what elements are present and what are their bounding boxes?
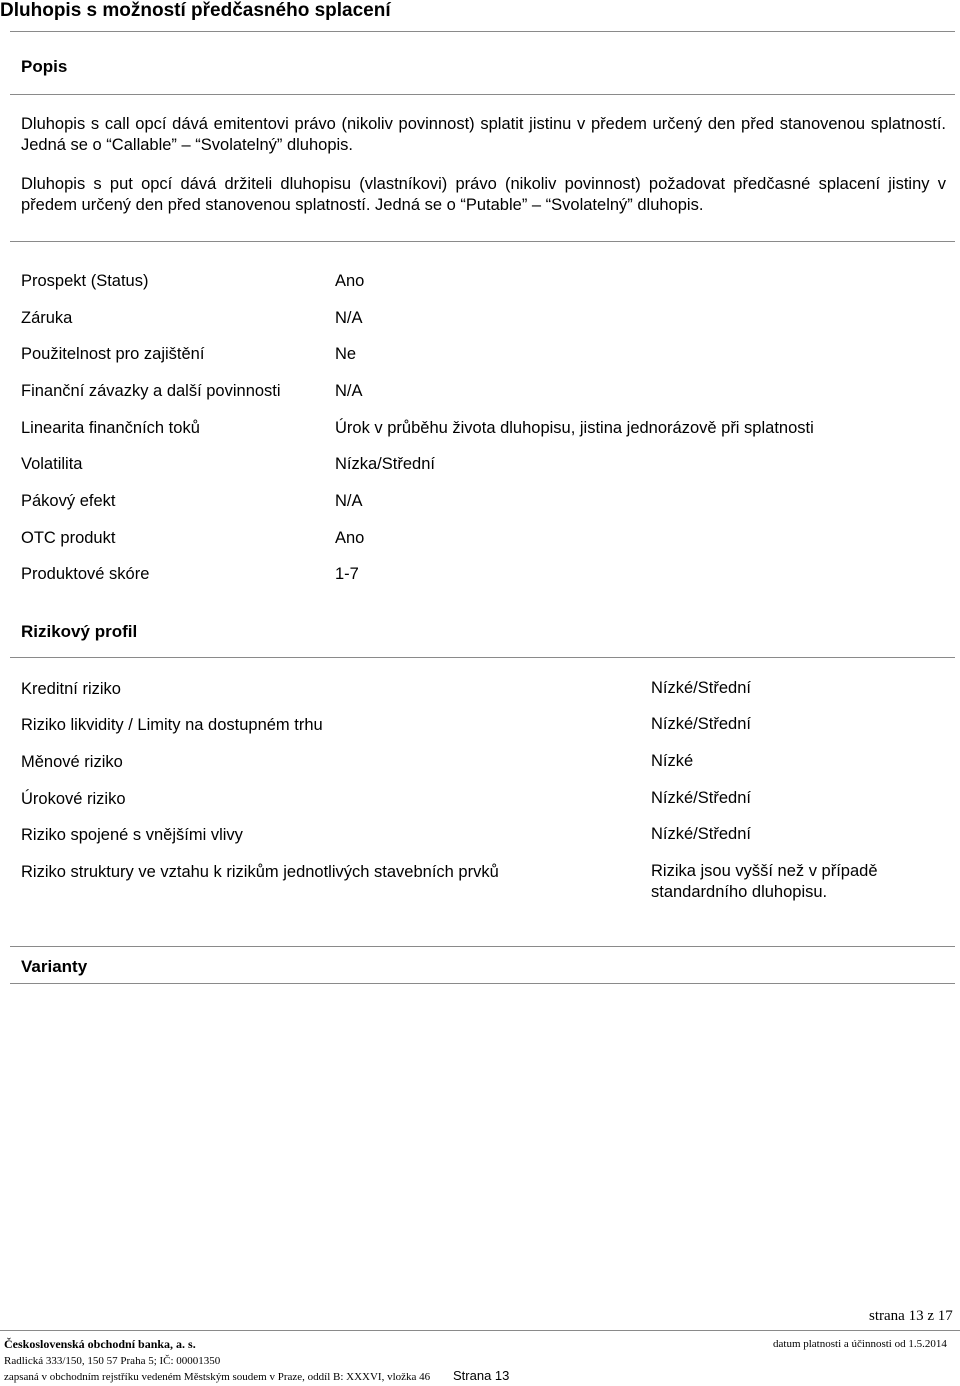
footer-address: Radlická 333/150, 150 57 Praha 5; IČ: 00001350	[4, 1355, 221, 1367]
risk-label: Kreditní riziko	[21, 680, 121, 698]
description-heading: Popis	[21, 57, 68, 76]
property-label: Produktové skóre	[21, 565, 150, 583]
property-value: N/A	[335, 309, 363, 327]
property-value: Úrok v průběhu života dluhopisu, jistina jednorázově při splatnosti	[335, 419, 814, 437]
footer-bank-name: Československá obchodní banka, a. s.	[4, 1337, 196, 1351]
risk-value: Nízké/Střední	[651, 789, 751, 807]
description-paragraph-call: Dluhopis s call opcí dává emitentovi právo (nikoliv povinnost) splatit jistinu v předem určený den před stanovenou splatností. Jedná se o “Callable” – “Svolatelný” dluhopis.	[21, 115, 946, 154]
properties-divider	[10, 241, 955, 242]
risk-profile-divider	[10, 657, 955, 658]
property-value: Nízka/Střední	[335, 455, 435, 473]
description-paragraph-put: Dluhopis s put opcí dává držiteli dluhopisu (vlastníkovi) právo (nikoliv povinnost) požadovat předčasné splacení jistiny v předem určený den před stanovenou splatností. Jedná se o “Putable” – “Svolatelný” dluhopis.	[21, 175, 946, 214]
property-label: Volatilita	[21, 455, 83, 473]
property-label: OTC produkt	[21, 529, 116, 547]
risk-label: Riziko likvidity / Limity na dostupném trhu	[21, 716, 323, 734]
property-label: Prospekt (Status)	[21, 272, 149, 290]
risk-label: Měnové riziko	[21, 753, 123, 771]
risk-profile-heading: Rizikový profil	[21, 622, 138, 641]
risk-label: Riziko struktury ve vztahu k rizikům jednotlivých stavebních prvků	[21, 863, 499, 881]
risk-value: Nízké/Střední	[651, 715, 751, 733]
property-label: Finanční závazky a další povinnosti	[21, 382, 281, 400]
property-label: Pákový efekt	[21, 492, 116, 510]
property-value: Ano	[335, 272, 365, 290]
footer-registry: zapsaná v obchodním rejstříku vedeném Městským soudem v Praze, oddíl B: XXXVI, vložka 46	[4, 1371, 431, 1383]
risk-value: Nízké/Střední	[651, 825, 751, 843]
risk-label: Úrokové riziko	[21, 790, 126, 808]
property-value: N/A	[335, 492, 363, 510]
page-counter: strana 13 z 17	[869, 1308, 953, 1324]
risk-value: Rizika jsou vyšší než v případě standardního dluhopisu.	[651, 862, 878, 901]
document-title: Dluhopis s možností předčasného splacení	[0, 0, 391, 21]
footer-page-label: Strana 13	[453, 1368, 510, 1383]
property-value: N/A	[335, 382, 363, 400]
property-label: Linearita finančních toků	[21, 419, 200, 437]
property-label: Záruka	[21, 309, 73, 327]
description-divider	[10, 94, 955, 95]
variants-heading: Varianty	[21, 957, 88, 976]
variants-top-divider	[10, 946, 955, 947]
risk-value: Nízké	[651, 752, 694, 770]
footer-validity: datum platnosti a účinnosti od 1.5.2014	[773, 1338, 947, 1350]
title-divider	[10, 31, 955, 32]
property-value: Ano	[335, 529, 365, 547]
variants-divider	[10, 983, 955, 984]
risk-value: Nízké/Střední	[651, 679, 751, 697]
property-value: Ne	[335, 345, 357, 363]
property-label: Použitelnost pro zajištění	[21, 345, 205, 363]
risk-label: Riziko spojené s vnějšími vlivy	[21, 826, 243, 844]
property-value: 1-7	[335, 565, 359, 583]
footer-divider	[0, 1330, 960, 1331]
